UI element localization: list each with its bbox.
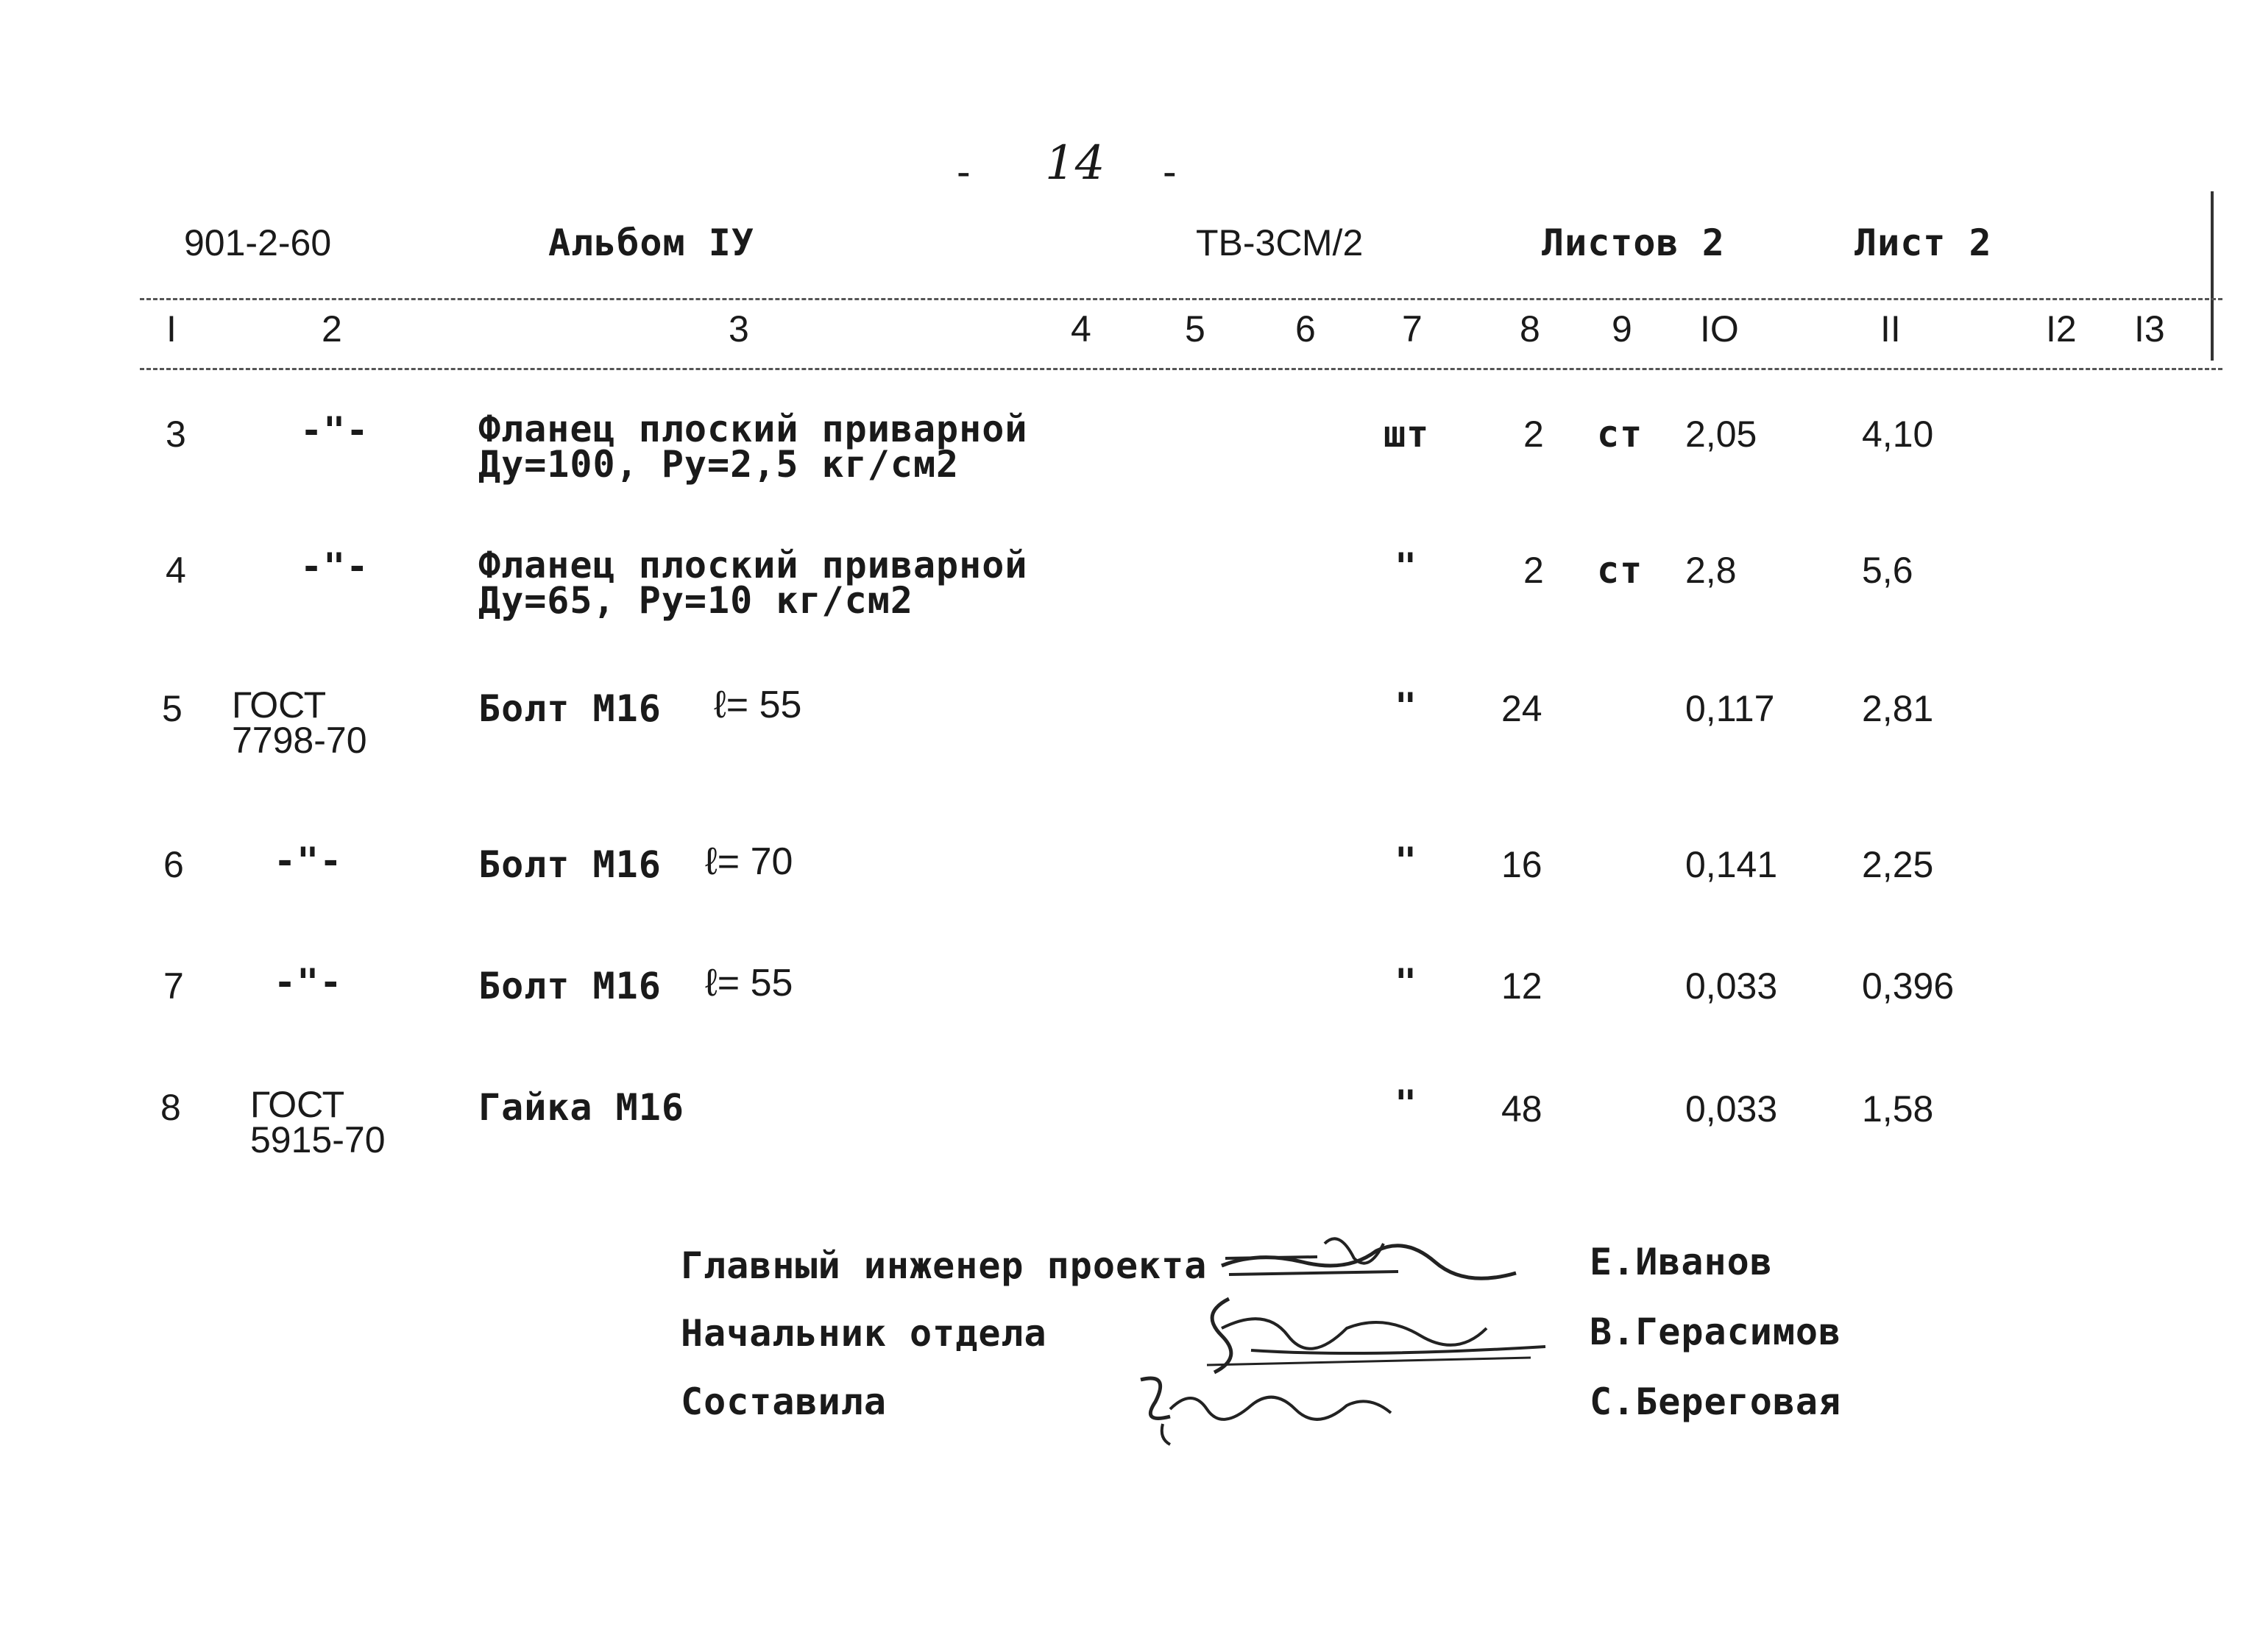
col-header-13: I3	[2134, 308, 2165, 350]
row-mass-total: 5,6	[1862, 550, 1913, 591]
signature-name-ivanov: Е.Иванов	[1590, 1241, 1773, 1283]
row-name: Болт М16	[478, 687, 662, 730]
row-name: Болт М16	[478, 965, 662, 1007]
row-unit: "	[1395, 1082, 1418, 1125]
row-qty: 2	[1523, 414, 1544, 455]
row-pos: 6	[163, 844, 184, 885]
row-qty: 24	[1501, 688, 1542, 729]
row-pos: 8	[160, 1087, 181, 1128]
col-header-10: IO	[1700, 308, 1739, 350]
row-unit: шт	[1384, 413, 1430, 455]
col-header-1: I	[166, 308, 177, 350]
row-name: Болт М16	[478, 843, 662, 886]
signature-role-compiler: Составила	[681, 1380, 887, 1423]
col-header-9: 9	[1612, 308, 1632, 350]
page-dash-left: -	[957, 148, 971, 194]
row-length: ℓ= 55	[705, 962, 793, 1004]
sheets-count: Листов 2	[1542, 221, 1725, 264]
col-header-7: 7	[1402, 308, 1423, 350]
col-header-6: 6	[1295, 308, 1316, 350]
row-unit: "	[1395, 545, 1418, 588]
row-name: Гайка М16	[478, 1086, 684, 1129]
col-header-11: II	[1880, 308, 1901, 350]
doc-code: 901-2-60	[184, 222, 332, 263]
row-mass-unit: 2,05	[1685, 414, 1757, 455]
row-qty: 12	[1501, 965, 1542, 1007]
row-mass-unit: 0,033	[1685, 965, 1778, 1007]
col-header-8: 8	[1520, 308, 1540, 350]
col-header-5: 5	[1185, 308, 1205, 350]
row-length: ℓ= 55	[714, 684, 802, 726]
page-dash-right: -	[1163, 148, 1177, 194]
frame-right-edge	[2211, 191, 2214, 361]
header-rule-bottom	[140, 368, 2222, 370]
row-pos: 4	[166, 550, 186, 591]
signature-name-beregovaya: С.Береговая	[1590, 1380, 1842, 1423]
row-mass-total: 2,81	[1862, 688, 1934, 729]
row-mass-total: 2,25	[1862, 844, 1934, 885]
sheet-number: Лист 2	[1855, 221, 1992, 264]
row-doc: -"-	[300, 545, 369, 588]
row-mass-unit: 2,8	[1685, 550, 1737, 591]
row-mass-unit: 0,033	[1685, 1088, 1778, 1130]
row-qty: 2	[1523, 550, 1544, 591]
row-unit: "	[1395, 961, 1418, 1004]
row-unit: "	[1395, 840, 1418, 882]
signature-role-department-head: Начальник отдела	[681, 1312, 1047, 1355]
col-header-12: I2	[2046, 308, 2077, 350]
row-pos: 3	[166, 414, 186, 455]
row-material: ст	[1597, 549, 1643, 592]
col-header-4: 4	[1071, 308, 1091, 350]
header-rule-top	[140, 298, 2222, 300]
row-doc: -"-	[274, 840, 343, 882]
row-qty: 48	[1501, 1088, 1542, 1130]
row-mass-unit: 0,141	[1685, 844, 1778, 885]
row-mass-total: 1,58	[1862, 1088, 1934, 1130]
row-name: Фланец плоский приварной Ду=100, Ру=2,5 кг/см2	[478, 408, 1028, 486]
row-doc: -"-	[300, 409, 369, 452]
row-mass-unit: 0,117	[1685, 688, 1775, 729]
page-number: 14	[1045, 136, 1105, 191]
col-header-3: 3	[729, 308, 749, 350]
signature-role-chief-engineer: Главный инженер проекта	[681, 1244, 1208, 1287]
row-pos: 7	[163, 965, 184, 1007]
row-unit: "	[1395, 685, 1418, 728]
row-length: ℓ= 70	[705, 840, 793, 883]
row-material: ст	[1597, 413, 1643, 455]
row-pos: 5	[162, 688, 183, 729]
row-doc: ГОСТ 5915-70	[250, 1084, 386, 1160]
row-name: Фланец плоский приварной Ду=65, Ру=10 кг/см2	[478, 544, 1028, 622]
row-mass-total: 4,10	[1862, 414, 1934, 455]
col-header-2: 2	[322, 308, 342, 350]
signature-name-gerasimov: В.Герасимов	[1590, 1311, 1842, 1353]
row-mass-total: 0,396	[1862, 965, 1955, 1007]
row-doc: -"-	[274, 961, 343, 1004]
handwritten-signature-beregovaya	[1126, 1365, 1406, 1449]
series-label: ТВ-3СМ/2	[1196, 222, 1364, 263]
album-label: Альбом IУ	[548, 221, 754, 264]
row-qty: 16	[1501, 844, 1542, 885]
row-doc: ГОСТ 7798-70	[232, 684, 367, 761]
